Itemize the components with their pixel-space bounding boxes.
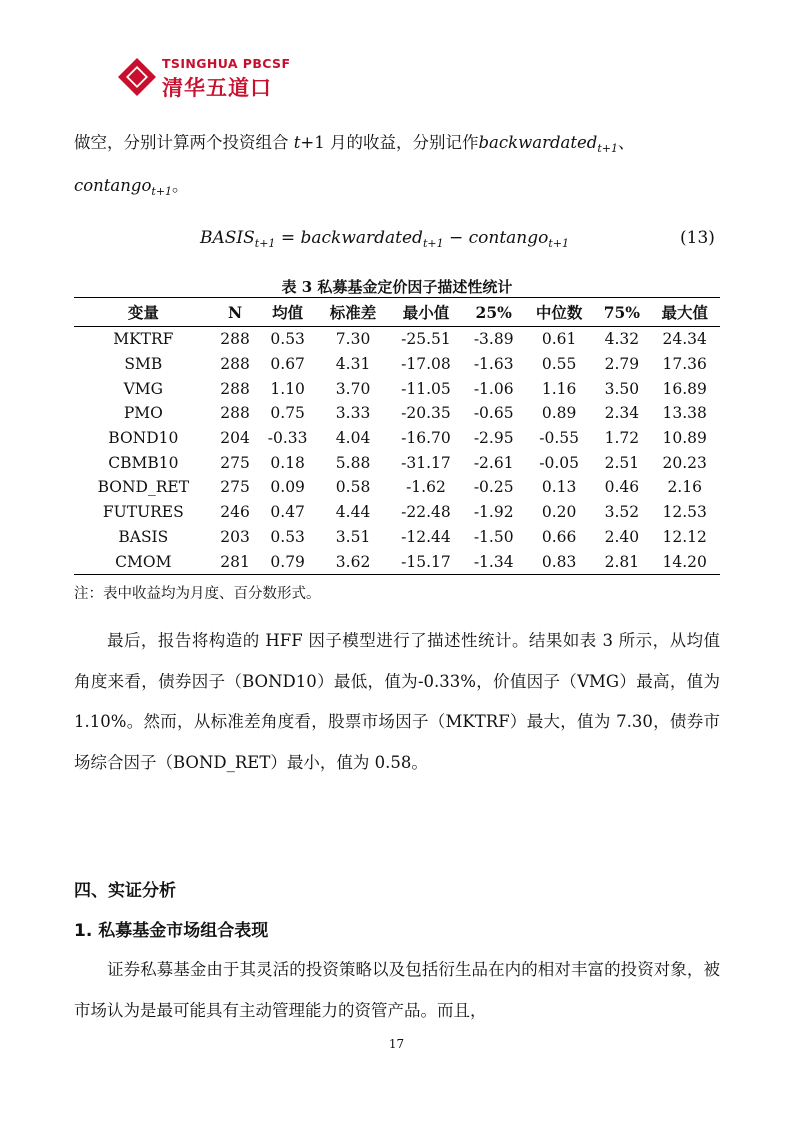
paragraph-private-funds: 证券私募基金由于其灵活的投资策略以及包括衍生品在内的相对丰富的投资对象，被市场认为是最可能具有主动管理能力的资管产品。而且， (74, 960, 720, 1020)
table-cell: PMO (123, 404, 163, 423)
table-cell: FUTURES (102, 503, 184, 522)
header-std: 标准差 (318, 298, 389, 327)
logo-chinese-text: 清华五道口 (162, 76, 272, 100)
table-cell: 281 (213, 549, 258, 574)
table-note: 注：表中收益均为月度、百分数形式。 (74, 586, 321, 602)
table-cell: 0.47 (270, 503, 305, 522)
header-n: N (213, 298, 258, 327)
table-cell: MKTRF (113, 330, 174, 349)
logo-english-text: TSINGHUA PBCSF (162, 56, 291, 71)
table-cell: 7.30 (335, 330, 371, 349)
table-cell: 4.44 (335, 503, 371, 522)
table-cell: 12.53 (662, 503, 707, 522)
table-cell: 288 (220, 355, 250, 374)
section-heading: 四、实证分析 (74, 881, 176, 901)
equation-number: (13) (680, 228, 715, 248)
table-cell: 0.83 (524, 549, 595, 574)
table-cell: -0.25 (473, 478, 514, 497)
table-cell: -12.44 (401, 527, 451, 546)
table-cell: 0.66 (541, 527, 577, 546)
table-cell: CMOM (74, 549, 213, 574)
table-row (74, 525, 720, 550)
table-cell: -1.34 (464, 549, 524, 574)
header-median: 中位数 (524, 298, 595, 327)
paragraph-results: 最后，报告将构造的 HFF 因子模型进行了描述性统计。结果如表 3 所示，从均值角度来看，债券因子（BOND10）最低，值为-0.33%，价值因子（VMG）最高，值为 1.10%。然而，从标准差角度看，股票市场因子（MKTRF）最大，值为 7.30，债券市场综合因子（BOND_RET）最小，值为 0.58。 (74, 631, 720, 772)
table-cell: 14.20 (649, 549, 720, 574)
intro-line-2: contango$_{t+1}$。 (74, 176, 189, 198)
table-cell: 3.51 (335, 527, 371, 546)
table-cell: 1.72 (604, 429, 640, 448)
header-variable: 变量 (74, 298, 213, 327)
table-cell: -16.70 (401, 429, 451, 448)
table-cell: -2.61 (473, 453, 514, 472)
table-cell: -2.95 (473, 429, 514, 448)
table-cell: 246 (220, 503, 250, 522)
table-row (74, 426, 720, 451)
table-cell: 0.13 (541, 478, 577, 497)
table-cell: 10.89 (662, 429, 707, 448)
table-cell: 2.79 (604, 355, 640, 374)
table-cell: -11.05 (401, 379, 451, 398)
table-cell: 0.46 (604, 478, 640, 497)
table-cell: -0.05 (539, 453, 579, 472)
table-cell: -1.92 (473, 503, 514, 522)
table-row (74, 352, 720, 377)
table-cell: -31.17 (401, 453, 451, 472)
table-cell: -20.35 (401, 404, 451, 423)
table-cell: -0.33 (267, 429, 308, 448)
table-cell: -25.51 (401, 330, 451, 349)
table-cell: 0.09 (270, 478, 305, 497)
table-cell: 275 (220, 453, 250, 472)
table-cell: 1.16 (541, 379, 577, 398)
table-cell: 1.10 (270, 379, 305, 398)
header-p75: 75% (594, 298, 649, 327)
table-cell: 2.81 (594, 549, 649, 574)
table-cell: -1.50 (473, 527, 514, 546)
table-cell: -17.08 (401, 355, 451, 374)
table-header-row (74, 298, 720, 327)
table-cell: SMB (124, 355, 163, 374)
table-cell: -22.48 (401, 503, 451, 522)
header-min: 最小值 (388, 298, 463, 327)
table-cell: 0.89 (541, 404, 577, 423)
table-cell: 3.52 (604, 503, 640, 522)
table-cell: 204 (220, 429, 250, 448)
table-cell: 288 (220, 330, 250, 349)
table-cell: 2.34 (604, 404, 640, 423)
table-cell: 13.38 (662, 404, 707, 423)
table-cell: -1.06 (473, 379, 514, 398)
table-cell: 0.55 (541, 355, 577, 374)
table-cell: 0.67 (270, 355, 305, 374)
table-row (74, 475, 720, 500)
table-row (74, 549, 720, 574)
table-cell: -0.65 (473, 404, 514, 423)
table-cell: 3.33 (335, 404, 371, 423)
table-cell: 4.31 (335, 355, 371, 374)
table-cell: 5.88 (335, 453, 371, 472)
table-caption: 表 3 私募基金定价因子描述性统计 (281, 278, 513, 296)
table-cell: 3.50 (604, 379, 640, 398)
table-cell: VMG (123, 379, 164, 398)
table-row (74, 327, 720, 352)
header-mean: 均值 (258, 298, 318, 327)
table-cell: 0.58 (335, 478, 371, 497)
table-cell: -1.62 (406, 478, 446, 497)
table-cell: 0.79 (258, 549, 318, 574)
factor-statistics-table (74, 297, 720, 575)
table-row (74, 376, 720, 401)
table-cell: 0.53 (270, 330, 305, 349)
intro-line-1: 做空，分别计算两个投资组合 t+1 月的收益，分别记作backwardated$_{t+1}$、 (74, 133, 635, 155)
table-cell: 4.04 (335, 429, 371, 448)
table-cell: 12.12 (662, 527, 707, 546)
table-cell: -0.55 (539, 429, 579, 448)
table-cell: 20.23 (662, 453, 707, 472)
table-cell: CBMB10 (108, 453, 179, 472)
table-cell: 3.70 (335, 379, 371, 398)
table-cell: 3.62 (318, 549, 389, 574)
table-cell: 17.36 (662, 355, 707, 374)
table-cell: 0.75 (270, 404, 305, 423)
table-cell: 2.16 (667, 478, 702, 497)
subsection-heading: 1. 私募基金市场组合表现 (74, 921, 269, 941)
logo-emblem-icon (116, 56, 158, 98)
table-cell: -1.63 (473, 355, 514, 374)
table-row (74, 450, 720, 475)
table-row (74, 401, 720, 426)
table-cell: 0.20 (541, 503, 577, 522)
table-cell: BOND_RET (97, 478, 190, 497)
header-p25: 25% (464, 298, 524, 327)
table-cell: BOND10 (108, 429, 179, 448)
table-cell: 4.32 (604, 330, 640, 349)
table-row (74, 500, 720, 525)
table-cell: 275 (220, 478, 250, 497)
table-cell: 2.40 (604, 527, 640, 546)
tsinghua-pbcsf-logo (116, 54, 316, 104)
table-cell: 288 (220, 379, 250, 398)
table-cell: 203 (220, 527, 250, 546)
table-cell: 0.18 (270, 453, 305, 472)
equation-13: $BASIS_{t+1}$ = backwardated$_{t+1}$ − contango$_{t+1}$ (200, 228, 570, 250)
table-cell: -15.17 (388, 549, 463, 574)
table-cell: 0.61 (541, 330, 577, 349)
table-cell: BASIS (118, 527, 169, 546)
table-cell: -3.89 (473, 330, 514, 349)
table-cell: 0.53 (270, 527, 305, 546)
table-cell: 288 (220, 404, 250, 423)
table-cell: 2.51 (604, 453, 640, 472)
page-number: 17 (388, 1037, 405, 1051)
table-cell: 24.34 (662, 330, 707, 349)
table-cell: 16.89 (662, 379, 707, 398)
header-max: 最大值 (649, 298, 720, 327)
